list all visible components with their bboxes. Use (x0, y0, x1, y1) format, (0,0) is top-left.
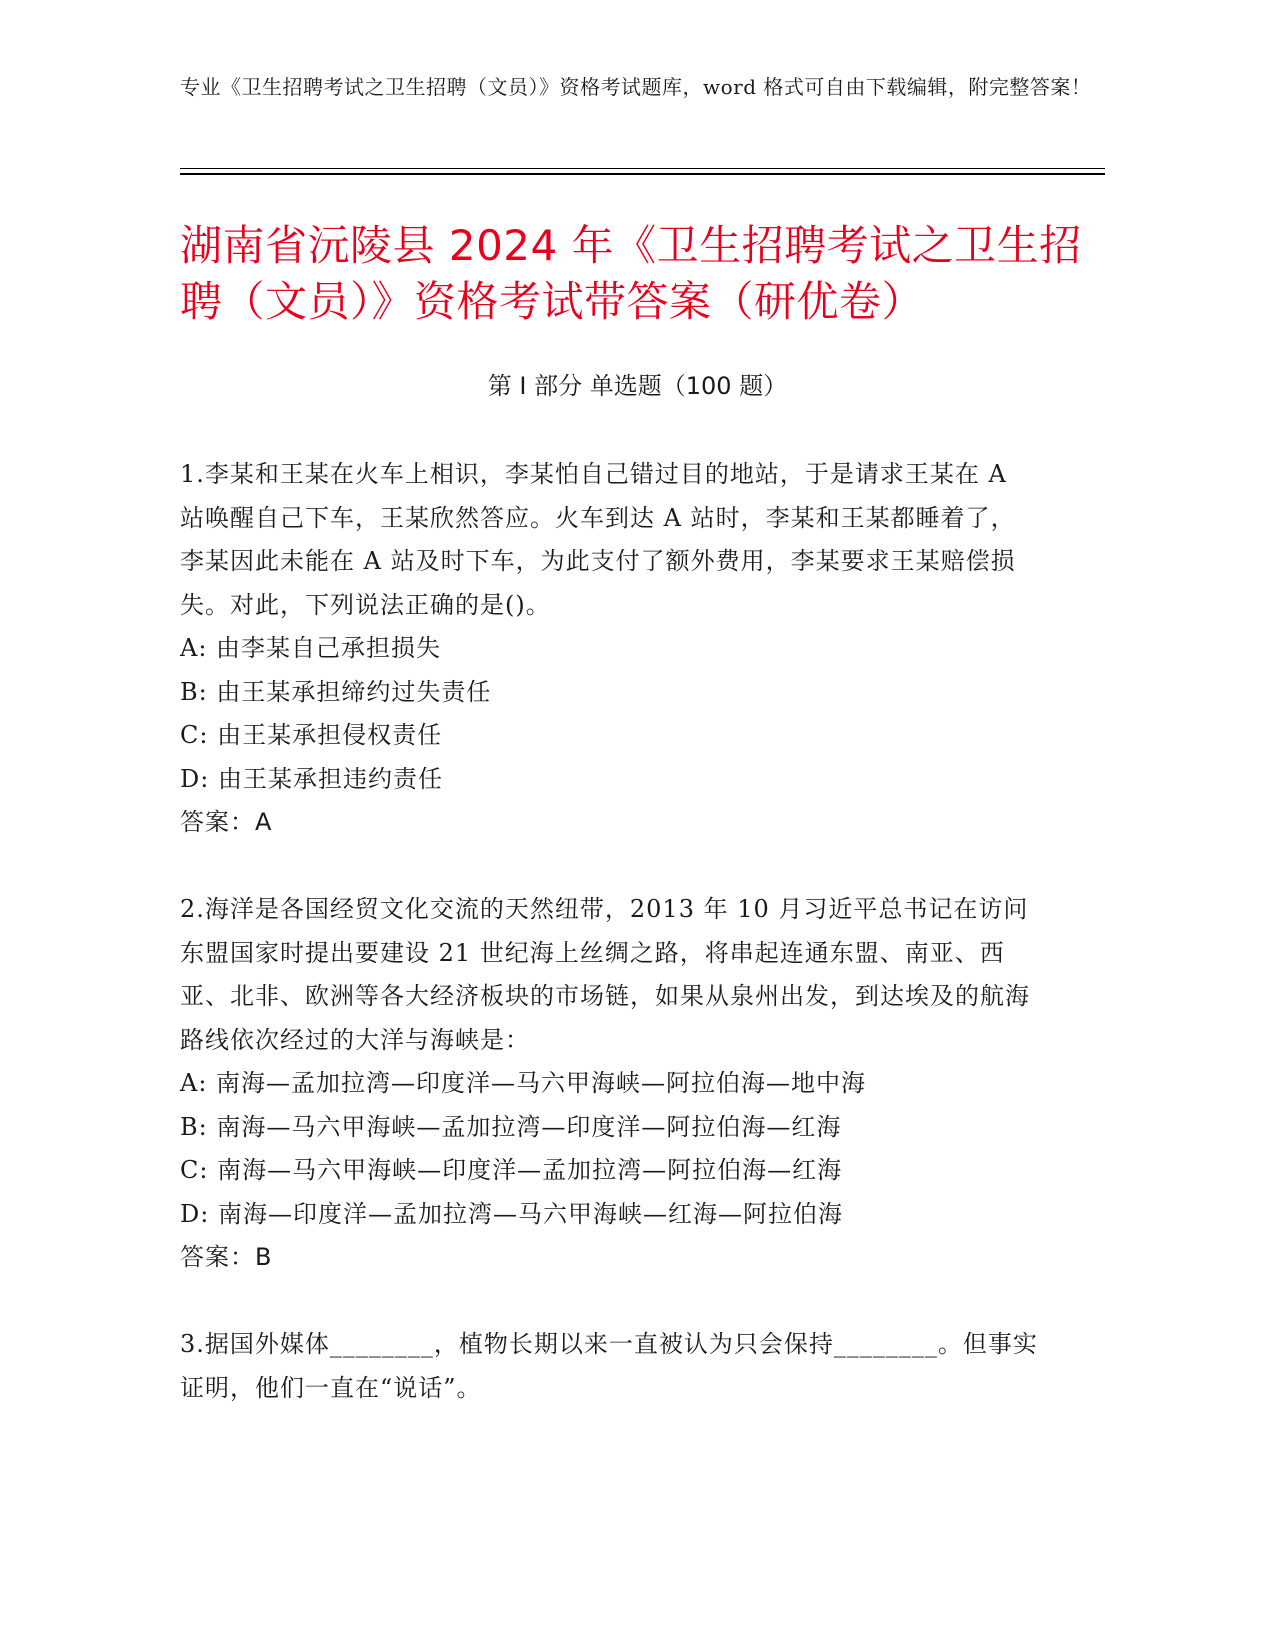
document-title: 湖南省沅陵县 2024 年《卫生招聘考试之卫生招聘（文员）》资格考试带答案（研优卷） (180, 221, 1082, 326)
option-a: A: 南海—孟加拉湾—印度洋—马六甲海峡—阿拉伯海—地中海 (180, 1069, 867, 1097)
answer: 答案：A (180, 808, 273, 836)
option-c: C: 南海—马六甲海峡—印度洋—孟加拉湾—阿拉伯海—红海 (180, 1156, 843, 1184)
option-b: B: 由王某承担缔约过失责任 (180, 677, 492, 706)
question-stem: 2.海洋是各国经贸文化交流的天然纽带，2013 年 10 月习近平总书记在访问东盟国家时提出要建设 21 世纪海上丝绸之路，将串起连通东盟、南亚、西亚、北非、欧洲等各大经济板块的市场链，如果从泉州出发，到达埃及的航海路线依次经过的大洋与海峡是： (180, 895, 1030, 1054)
option-d: D: 南海—印度洋—孟加拉湾—马六甲海峡—红海—阿拉伯海 (180, 1199, 843, 1228)
question-1 (180, 453, 1040, 845)
question-3 (180, 1323, 1040, 1410)
header-rule-thick (180, 173, 1105, 175)
answer: 答案：B (180, 1243, 273, 1271)
option-a: A: 由李某自己承担损失 (180, 634, 442, 662)
option-b: B: 南海—马六甲海峡—孟加拉湾—印度洋—阿拉伯海—红海 (180, 1112, 842, 1141)
question-stem: 3.据国外媒体________，植物长期以来一直被认为只会保持________。但事实证明，他们一直在“说话”。 (180, 1330, 1038, 1402)
question-2 (180, 888, 1040, 1280)
option-d: D: 由王某承担违约责任 (180, 764, 443, 793)
section-title: 第 I 部分 单选题（100 题） (487, 372, 788, 400)
option-c: C: 由王某承担侵权责任 (180, 721, 443, 749)
header-note: 专业《卫生招聘考试之卫生招聘（文员）》资格考试题库，word 格式可自由下载编辑，附完整答案！ (180, 75, 1092, 99)
header-rule-thin (180, 168, 1105, 169)
question-stem: 1.李某和王某在火车上相识，李某怕自己错过目的地站，于是请求王某在 A 站唤醒自己下车，王某欣然答应。火车到达 A 站时，李某和王某都睡着了，李某因此未能在 A 站及时下车，为此支付了额外费用，李某要求王某赔偿损失。对此，下列说法正确的是()。 (180, 460, 1016, 619)
